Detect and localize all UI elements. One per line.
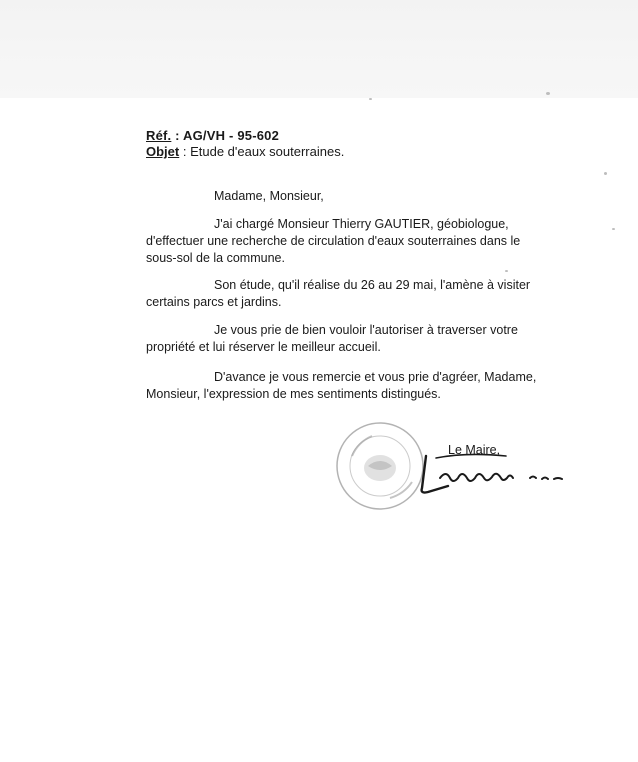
scan-top-margin xyxy=(0,0,638,98)
paragraph-line: Son étude, qu'il réalise du 26 au 29 mai, l'amène à visiter xyxy=(214,278,531,292)
closing-title: Le Maire, xyxy=(448,443,501,457)
paragraph-line: certains parcs et jardins. xyxy=(146,295,282,309)
paragraph-line: D'avance je vous remercie et vous prie d'agréer, Madame, xyxy=(214,370,537,384)
paragraph-line: d'effectuer une recherche de circulation d'eaux souterraines dans le xyxy=(146,234,521,248)
paragraph-3 xyxy=(146,322,576,356)
reference-label: Réf. xyxy=(146,128,172,143)
paragraph-line: propriété et lui réserver le meilleur accueil. xyxy=(146,340,381,354)
salutation: Madame, Monsieur, xyxy=(214,189,324,203)
paragraph-line: J'ai chargé Monsieur Thierry GAUTIER, géobiologue, xyxy=(214,217,509,231)
object-label: Objet xyxy=(146,144,180,159)
reference-value: : AG/VH - 95-602 xyxy=(175,128,280,143)
object-value: : Etude d'eaux souterraines. xyxy=(182,144,345,159)
scan-speck xyxy=(505,270,508,272)
reference-line xyxy=(146,128,279,143)
paragraph-line: Je vous prie de bien vouloir l'autoriser à traverser votre xyxy=(214,323,518,337)
paragraph-line: Monsieur, l'expression de mes sentiments distingués. xyxy=(146,387,441,401)
paragraph-line: sous-sol de la commune. xyxy=(146,251,285,265)
mayor-signature xyxy=(418,448,578,498)
municipal-seal-stamp xyxy=(334,420,426,512)
scan-speck xyxy=(546,92,550,95)
paragraph-4 xyxy=(146,369,576,403)
paragraph-2 xyxy=(146,277,576,311)
paragraph-1 xyxy=(146,216,576,267)
scan-speck xyxy=(369,98,372,100)
object-line xyxy=(146,144,344,159)
scan-speck xyxy=(604,172,607,175)
scan-speck xyxy=(612,228,615,230)
